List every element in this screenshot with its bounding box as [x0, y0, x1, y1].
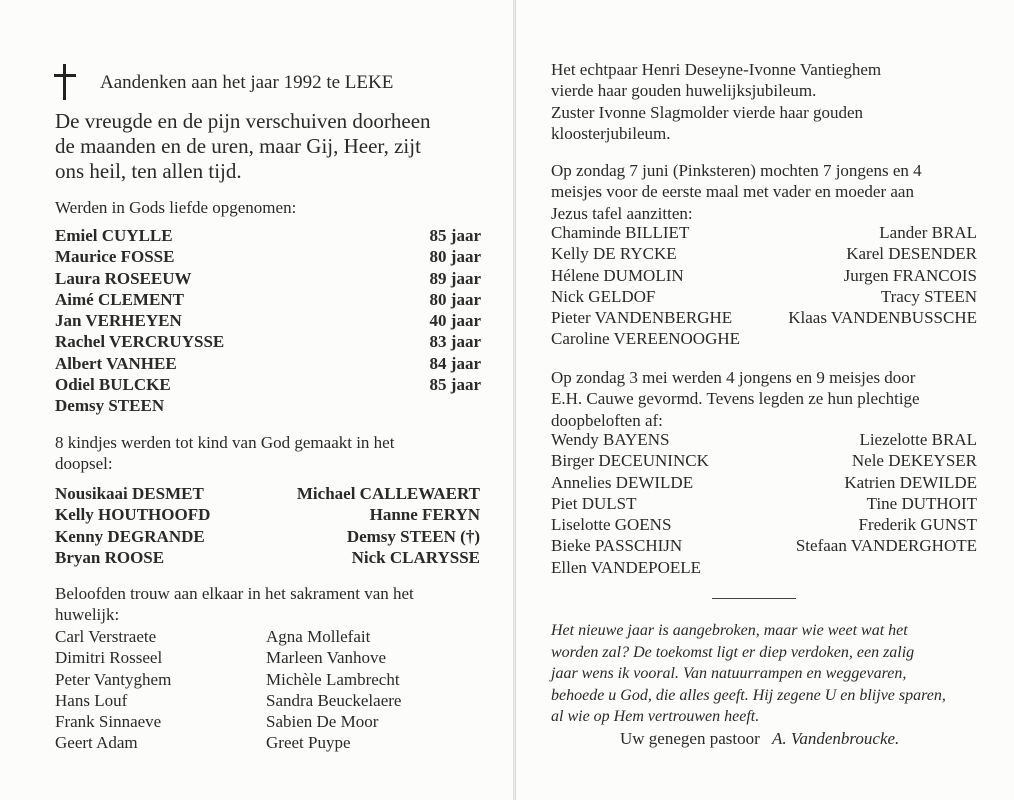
list-item: Michael CALLEWAERT [296, 484, 480, 503]
signature: A. Vandenbroucke. [772, 729, 900, 748]
list-item: Bryan ROOSE [55, 547, 165, 567]
list-item: Dimitri Rosseel [55, 648, 163, 668]
row-right-text: 89 jaar [429, 268, 481, 288]
row-left-text: Maurice FOSSE [55, 247, 175, 267]
row-left-text: Bieke PASSCHIJN [551, 536, 683, 556]
list-item: Greet Puype [266, 733, 351, 753]
row-left-text: Nick GELDOF [551, 286, 656, 306]
list-item: Michèle Lambrecht [266, 669, 400, 689]
row-left-text: Rachel VERCRUYSSE [55, 332, 225, 352]
grooms-list [55, 626, 171, 754]
row-right-text: 40 jaar [429, 311, 481, 331]
verse-line: ons heil, ten allen tijd. [55, 159, 242, 183]
text-line: Het nieuwe jaar is aangebroken, maar wie weet wat het [551, 622, 908, 639]
list-row [551, 429, 977, 450]
list-item: Sabien De Moor [266, 712, 379, 732]
closing-text [551, 620, 991, 728]
list-row [55, 225, 481, 246]
list-row [551, 243, 977, 264]
confirmation-heading [551, 367, 920, 431]
list-row [551, 472, 977, 493]
row-right-text: 80 jaar [429, 247, 481, 267]
row-left-text: Caroline VEREENOOGHE [551, 329, 741, 349]
list-item: Demsy STEEN (†) [346, 526, 480, 546]
row-left-text: Birger DECEUNINCK [551, 451, 709, 471]
list-item: Peter Vantyghem [55, 669, 172, 689]
row-right-text: Katrien DEWILDE [844, 472, 977, 492]
text-line: behoede u God, die alles geeft. Hij zegene U en blijve sparen, [551, 686, 946, 704]
confirmation-list [551, 429, 977, 578]
text-line: vierde haar gouden huwelijksjubileum. [551, 81, 817, 101]
list-row [551, 450, 977, 471]
communion-list [551, 222, 977, 350]
baptized-list-right [280, 483, 480, 568]
verse-line: De vreugde en de pijn verschuiven doorheen [55, 109, 431, 133]
heading-line: E.H. Cauwe gevormd. Tevens legden ze hun plechtige [551, 389, 920, 409]
cross-icon [54, 64, 76, 100]
heading-line: Op zondag 3 mei werden 4 jongens en 9 meisjes door [551, 368, 916, 387]
row-left-text: Ellen VANDEPOELE [551, 557, 702, 577]
list-item: Carl Verstraete [55, 627, 157, 646]
right-page [516, 0, 1014, 800]
heading-line: Op zondag 7 juni (Pinksteren) mochten 7 jongens en 4 [551, 161, 922, 180]
list-row [55, 289, 481, 310]
list-item: Hans Louf [55, 690, 128, 710]
row-right-text: Frederik GUNST [858, 515, 977, 535]
row-left-text: Albert VANHEE [55, 353, 177, 373]
list-item: Geert Adam [55, 733, 138, 753]
list-row [551, 265, 977, 286]
heading-line: 8 kindjes werden tot kind van God gemaakt in het [55, 433, 395, 452]
heading-line: Jezus tafel aanzitten: [551, 203, 693, 223]
text-line: al wie op Hem vertrouwen heeft. [551, 708, 760, 726]
row-left-text: Chaminde BILLIET [551, 223, 690, 242]
list-row [55, 310, 481, 331]
verse-line: de maanden en de uren, maar Gij, Heer, zijt [55, 134, 421, 158]
list-item: Agna Mollefait [266, 627, 371, 646]
list-row [55, 374, 481, 395]
text-line: kloosterjubileum. [551, 123, 671, 143]
text-line: jaar wens ik vooral. Van natuurrampen en weggevaren, [551, 665, 907, 683]
row-right-text: Liezelotte BRAL [859, 430, 977, 449]
heading-line: Beloofden trouw aan elkaar in het sakrament van het [55, 584, 414, 603]
list-row [551, 557, 977, 578]
list-item: Kelly HOUTHOOFD [55, 505, 211, 525]
row-right-text: 80 jaar [429, 289, 481, 309]
list-item: Sandra Beuckelaere [266, 690, 402, 710]
heading-line: huwelijk: [55, 605, 120, 625]
baptized-list-left [55, 483, 210, 568]
baptism-heading [55, 432, 394, 475]
row-right-text: 84 jaar [429, 353, 481, 373]
list-row [55, 353, 481, 374]
list-row [551, 514, 977, 535]
row-right-text: 85 jaar [429, 375, 481, 395]
row-right-text: Lander BRAL [879, 223, 977, 242]
row-right-text: 85 jaar [429, 226, 481, 245]
row-left-text: Annelies DEWILDE [551, 472, 694, 492]
list-row [55, 395, 481, 416]
divider [712, 598, 796, 599]
list-row [55, 268, 481, 289]
list-row [551, 307, 977, 328]
list-row [55, 246, 481, 267]
row-left-text: Kelly DE RYCKE [551, 244, 677, 264]
jubilee-text [551, 59, 881, 144]
list-row [55, 331, 481, 352]
row-right-text: Tracy STEEN [880, 286, 977, 306]
signoff [620, 728, 899, 749]
list-item: Kenny DEGRANDE [55, 526, 205, 546]
row-right-text: 83 jaar [429, 332, 481, 352]
heading-line: doopbeloften af: [551, 410, 663, 430]
row-right-text: Stefaan VANDERGHOTE [795, 536, 977, 556]
row-right-text: Karel DESENDER [846, 244, 977, 264]
list-row [551, 328, 977, 349]
row-right-text: Tine DUTHOIT [866, 493, 977, 513]
row-left-text: Aimé CLEMENT [55, 289, 184, 309]
brides-list [266, 626, 401, 754]
text-line: Zuster Ivonne Slagmolder vierde haar gouden [551, 102, 864, 122]
row-left-text: Demsy STEEN [55, 396, 165, 416]
verse [55, 109, 431, 184]
row-left-text: Hélene DUMOLIN [551, 265, 684, 285]
signoff-text: Uw genegen pastoor [620, 729, 760, 748]
row-left-text: Emiel CUYLLE [55, 226, 173, 245]
row-left-text: Jan VERHEYEN [55, 311, 182, 331]
text-line: Het echtpaar Henri Deseyne-Ivonne Vantieghem [551, 60, 882, 79]
row-right-text: Klaas VANDENBUSSCHE [788, 308, 977, 328]
heading-line: doopsel: [55, 454, 113, 474]
list-row [551, 222, 977, 243]
deceased-list [55, 225, 481, 417]
row-right-text: Jurgen FRANCOIS [843, 265, 977, 285]
row-right-text: Nele DEKEYSER [851, 451, 977, 471]
text-line: worden zal? De toekomst ligt er diep verdoken, een zalig [551, 643, 915, 661]
list-row [551, 535, 977, 556]
marriage-heading [55, 583, 414, 626]
list-row [551, 286, 977, 307]
list-item: Frank Sinnaeve [55, 712, 162, 732]
list-item: Hanne FERYN [369, 505, 480, 525]
row-left-text: Laura ROSEEUW [55, 268, 192, 288]
communion-heading [551, 160, 922, 224]
row-left-text: Wendy BAYENS [551, 430, 670, 449]
row-left-text: Pieter VANDENBERGHE [551, 308, 733, 328]
list-item: Nousikaai DESMET [55, 484, 204, 503]
row-left-text: Odiel BULCKE [55, 375, 171, 395]
page-title: Aandenken aan het jaar 1992 te LEKE [100, 72, 394, 93]
heading-line: meisjes voor de eerste maal met vader en moeder aan [551, 182, 914, 202]
list-row [551, 493, 977, 514]
deceased-heading: Werden in Gods liefde opgenomen: [55, 198, 297, 217]
list-item: Nick CLARYSSE [351, 547, 480, 567]
row-left-text: Liselotte GOENS [551, 515, 672, 535]
list-item: Marleen Vanhove [266, 648, 387, 668]
row-left-text: Piet DULST [551, 493, 637, 513]
